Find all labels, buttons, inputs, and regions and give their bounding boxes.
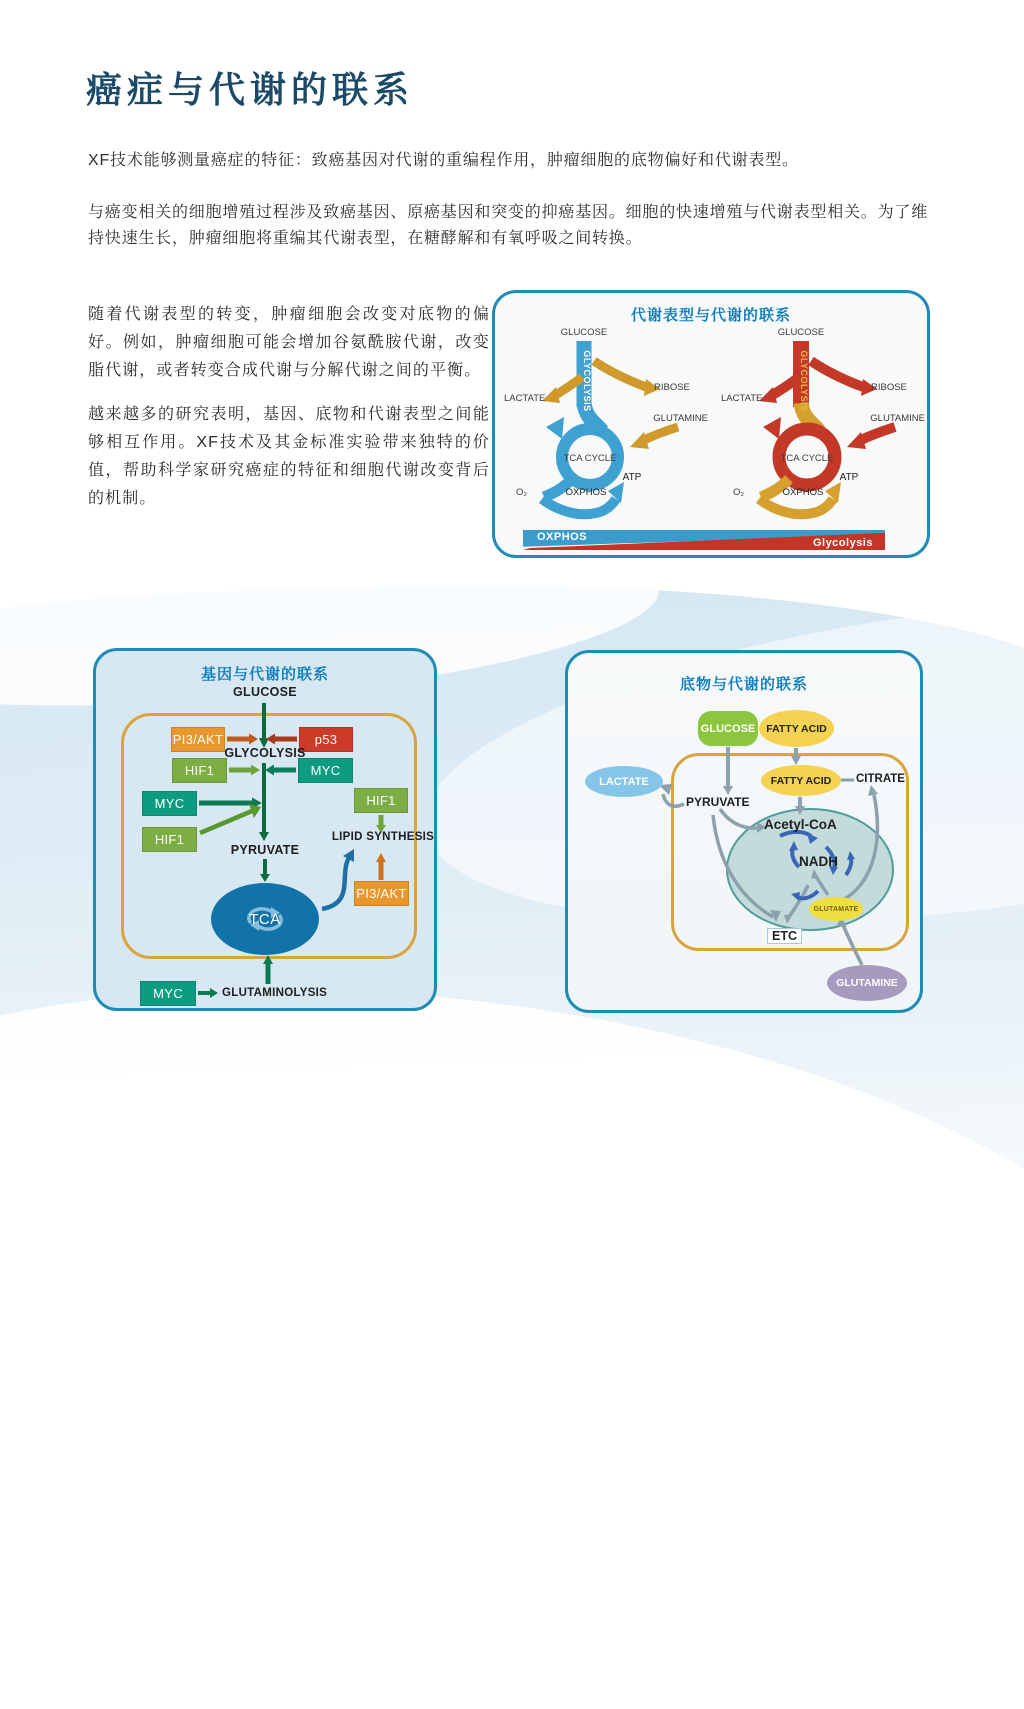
nadh-label: NADH [799, 854, 838, 869]
glucose-label: GLUCOSE [777, 327, 825, 338]
tca-node [211, 883, 319, 955]
oxphos-phenotype-diagram [502, 319, 708, 529]
node-myc: MYC [140, 981, 196, 1006]
glucose-node: GLUCOSE [698, 711, 758, 746]
node-myc: MYC [298, 758, 353, 783]
page-title: 癌症与代谢的联系 [86, 69, 415, 110]
citrate-label: CITRATE [856, 773, 905, 785]
glutamine-arrow [642, 427, 678, 441]
substrate-diagram-box [565, 650, 923, 1013]
lactate-node: LACTATE [585, 766, 663, 797]
acetyl-coa-label: Acetyl-CoA [764, 817, 837, 832]
left-column [88, 301, 490, 529]
tca-cycle-label: TCA CYCLE [563, 453, 617, 464]
node-p53: p53 [299, 727, 353, 752]
oxphos-glycolysis-gradient-bar [523, 530, 885, 550]
pyruvate-label: PYRUVATE [686, 795, 750, 809]
tca-cycle-arrowhead [763, 417, 781, 439]
oxphos-swirl [542, 499, 616, 514]
substrate-box-title: 底物与代谢的联系 [679, 676, 808, 693]
etc-label: ETC [767, 928, 802, 944]
glycolytic-phenotype-diagram [719, 319, 925, 529]
glutamate-node: GLUTAMATE [809, 897, 863, 921]
substrate-arrows-overlay [568, 653, 926, 1016]
body-paragraph-2: 越来越多的研究表明，基因、底物和代谢表型之间能够相互作用。XF技术及其金标准实验带来独特的价值，帮助科学家研究癌症的特征和细胞代谢改变背后的机制。 [88, 406, 490, 507]
phenotype-diagram-box [492, 290, 930, 558]
oxphos-swirl [759, 499, 833, 514]
ribose-arrow [594, 361, 646, 387]
node-pi3akt: PI3/AKT [354, 881, 409, 906]
tca-cycle-arrowhead [546, 417, 564, 439]
atp-label: ATP [839, 472, 859, 483]
node-pi3akt: PI3/AKT [171, 727, 225, 752]
bar-glycolysis-label: Glycolysis [812, 537, 873, 549]
fatty-acid-node-inner: FATTY ACID [761, 765, 841, 796]
o2-label: O₂ [733, 487, 745, 498]
glycolysis-label: GLYCOLYSIS [582, 350, 592, 412]
glucose-label: GLUCOSE [233, 685, 297, 699]
fatty-acid-node: FATTY ACID [759, 710, 834, 747]
lipid-synthesis-label: LIPID SYNTHESIS [331, 831, 435, 843]
glutamine-arrow [859, 427, 895, 441]
pyruvate-label: PYRUVATE [230, 843, 300, 857]
node-myc: MYC [142, 791, 197, 816]
oxphos-label: OXPHOS [565, 487, 607, 498]
bar-oxphos-label: OXPHOS [537, 531, 588, 543]
intro-paragraph-2: 与癌变相关的细胞增殖过程涉及致癌基因、原癌基因和突变的抑癌基因。细胞的快速增殖与代谢表型相关。为了维持快速生长，肿瘤细胞将重编其代谢表型，在糖酵解和有氧呼吸之间转换。 [88, 204, 929, 247]
lactate-label: LACTATE [721, 393, 763, 404]
lactate-label: LACTATE [504, 393, 546, 404]
glutamine-label: GLUTAMINE [870, 413, 925, 424]
glutaminolysis-label: GLUTAMINOLYSIS [222, 987, 328, 999]
ribose-arrow [811, 361, 863, 387]
tca-cycle-label: TCA CYCLE [780, 453, 834, 464]
body-paragraph-1: 随着代谢表型的转变，肿瘤细胞会改变对底物的偏好。例如，肿瘤细胞可能会增加谷氨酰胺代谢，改变脂代谢，或者转变合成代谢与分解代谢之间的平衡。 [88, 306, 490, 379]
glutamine-node: GLUTAMINE [827, 965, 907, 1001]
ribose-label: RIBOSE [871, 382, 907, 393]
node-hif1: HIF1 [142, 827, 197, 852]
tca-label: TCA [249, 910, 281, 928]
o2-label: O₂ [516, 487, 528, 498]
glycolysis-label: GLYCOLYSIS [224, 746, 306, 760]
glucose-label: GLUCOSE [560, 327, 608, 338]
node-hif1: HIF1 [354, 788, 408, 813]
gene-diagram-box [93, 648, 437, 1011]
phenotype-box-title: 代谢表型与代谢的联系 [630, 307, 791, 324]
intro-paragraph-1: XF技术能够测量癌症的特征：致癌基因对代谢的重编程作用，肿瘤细胞的底物偏好和代谢表型。 [88, 152, 799, 169]
atp-label: ATP [622, 472, 642, 483]
oxphos-label: OXPHOS [782, 487, 824, 498]
ribose-label: RIBOSE [654, 382, 690, 393]
glutamine-label: GLUTAMINE [653, 413, 708, 424]
node-hif1: HIF1 [172, 758, 227, 783]
gene-box-title: 基因与代谢的联系 [200, 666, 329, 683]
glycolysis-label: GLYCOLYSIS [799, 350, 809, 412]
